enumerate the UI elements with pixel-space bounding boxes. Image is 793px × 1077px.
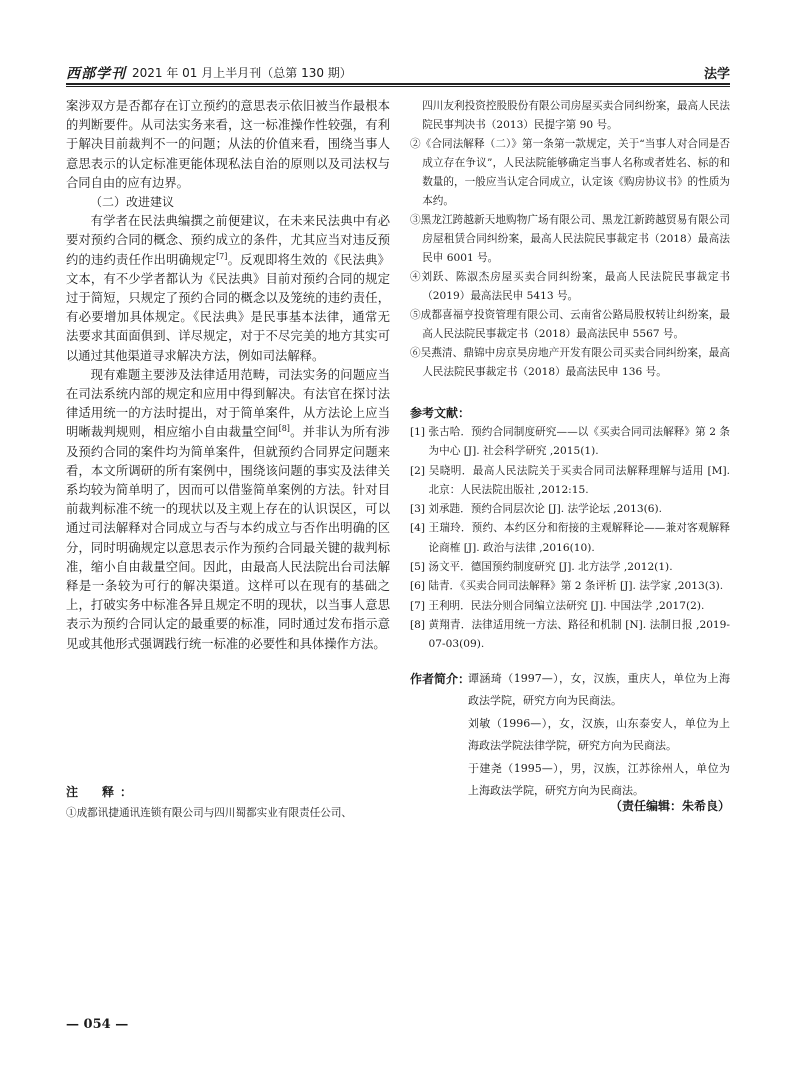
paragraph-3-text-b: 。并非认为所有涉及预约合同的案件均为简单案件，但就预约合同界定问题来看，本文所调研的所有案例中，围绕该问题的事实及法律关系均较为简单明了，因而可以借鉴简单案例的方法。针对目前裁判标准不统一的现状以及主观上存在的认识误区，可以通过司法解释对合同成立与否与本约成立与否作出明确的区分，同时明确规定以意思表示作为预约合同最关键的裁判标准，缩小自由裁量空间。因此，由最高人民法院出台司法解释是一条较为可行的解决渠道。这样可以在现有的基础之上，打破实务中标准各异且规定不明的现状，以当事人意思表示为预约合同认定的最重要的标准，同时通过发布指示意见或其他形式强调践行统一标准的必要性和具体操作方法。 [66, 425, 390, 651]
section-heading: （二）改进建议 [90, 195, 175, 210]
journal-logo: 西部学刊 [66, 66, 126, 82]
page-number: — 054 — [66, 1017, 129, 1032]
note-6: ⑥吴燕清、鼎锦中房京昊房地产开发有限公司买卖合同纠纷案，最高人民法院民事裁定书（2018）最高法民申 136 号。 [410, 347, 730, 378]
note-3: ③黑龙江跨越新天地购物广场有限公司、黑龙江新跨越贸易有限公司房屋租赁合同纠纷案，最高人民法院民事裁定书（2018）最高法民申 6001 号。 [410, 214, 730, 264]
body-paragraph-3 [66, 366, 390, 654]
reference-item: [7] 王利明．民法分则合同编立法研究 [J]. 中国法学 ,2017(2). [410, 599, 705, 612]
note-4: ④刘跃、陈淑杰房屋买卖合同纠纷案，最高人民法院民事裁定书（2019）最高法民申 5413 号。 [410, 271, 730, 302]
note-2: ②《合同法解释（二）》第一条第一款规定，关于“当事人对合同是否成立存在争议”，人民法院能够确定当事人名称或者姓名、标的和数量的，一般应当认定合同成立，认定该《购房协议书》的性质为本约。 [410, 138, 730, 207]
citation-8: [8] [278, 424, 290, 434]
note-1-continued: 四川友利投资控股股份有限公司房屋买卖合同纠纷案，最高人民法院民事判决书（2013）民提字第 90 号。 [422, 100, 730, 131]
reference-item: [3] 刘承韪．预约合同层次论 [J]. 法学论坛 ,2013(6). [410, 503, 662, 516]
section-label: 法学 [703, 67, 730, 82]
author-bio: 于建尧（1995—），男，汉族，江苏徐州人，单位为上海政法学院，研究方向为民商法。 [468, 762, 730, 797]
reference-item: [4] 王瑞玲．预约、本约区分和衔接的主观解释论——兼对客观解释论商榷 [J]. 政治与法律 ,2016(10). [410, 522, 730, 554]
notes-continued [410, 97, 730, 382]
page-header [66, 63, 730, 81]
references-heading: 参考文献： [410, 406, 471, 420]
reference-item: [6] 陆青．《买卖合同司法解释》第 2 条评析 [J]. 法学家 ,2013(3). [410, 580, 724, 593]
author-bio-heading: 作者简介： [410, 672, 471, 686]
author-bios [468, 668, 730, 803]
reference-item: [5] 汤文平．德国预约制度研究 [J]. 北方法学 ,2012(1). [410, 561, 673, 574]
author-bio: 谭涵琦（1997—），女，汉族，重庆人，单位为上海政法学院，研究方向为民商法。 [468, 672, 730, 707]
header-rule-thin [66, 86, 730, 87]
citation-7: [7] [216, 251, 228, 261]
paragraph-3-text-a: 现有难题主要涉及法律适用范畴，司法实务的问题应当在司法系统内部的规定和应用中得到解决。有法官在探讨法律适用统一的方法时提出，对于简单案件，从方法论上应当明晰裁判规则，相应缩小自由裁量空间 [66, 367, 390, 440]
author-bio: 刘敏（1996—），女，汉族，山东泰安人，单位为上海政法学院法律学院，研究方向为民商法。 [468, 717, 730, 752]
body-paragraph-1: 案涉双方是否都存在订立预约的意思表示依旧被当作最根本的判断要件。从司法实务来看，这一标准操作性较强，有利于解决目前裁判不一的问题；从法的价值来看，围绕当事人意思表示的认定标准更能体现私法自治的原则以及司法权与合同自由的应有边界。 [66, 99, 390, 190]
responsible-editor: （责任编辑：朱希良） [609, 799, 730, 813]
body-paragraph-2 [66, 212, 390, 366]
references-list [410, 423, 730, 655]
reference-item: [2] 吴晓明．最高人民法院关于买卖合同司法解释理解与适用 [M]. 北京：人民法院出版社 ,2012:15. [410, 464, 730, 496]
paragraph-2-text-a: 有学者在民法典编撰之前便建议，在未来民法典中有必要对预约合同的概念、预约成立的条件，尤其应当对违反预约的违约责任作出明确规定 [66, 214, 390, 267]
note-1: ①成都讯捷通讯连锁有限公司与四川蜀都实业有限责任公司、 [66, 807, 353, 819]
note-5: ⑤成都喜福亨投资管理有限公司、云南省公路局股权转让纠纷案，最高人民法院民事裁定书（2018）最高法民申 5567 号。 [410, 309, 730, 340]
reference-item: [1] 张古哈．预约合同制度研究——以《买卖合同司法解释》第 2 条为中心 [J]. 社会科学研究 ,2015(1). [410, 426, 730, 458]
reference-item: [8] 黄翔青．法律适用统一方法、路径和机制 [N]. 法制日报 ,2019-07-03(09). [410, 618, 730, 651]
issue-info: 2021 年 01 月上半月刊（总第 130 期） [132, 66, 352, 80]
header-rule [66, 83, 730, 85]
main-text-column [66, 97, 390, 654]
paragraph-2-text-b: 。反观即将生效的《民法典》文本，有不少学者都认为《民法典》目前对预约合同的规定过于简短，只规定了预约合同的概念以及笼统的违约责任，有必要增加具体规定。《民法典》是民事基本法律，通常无法要求其面面俱到、详尽规定，对于不尽完美的地方其实可以通过其他渠道寻求解决方法，例如司法解释。 [66, 252, 390, 363]
notes-heading: 注 释： [66, 785, 139, 799]
